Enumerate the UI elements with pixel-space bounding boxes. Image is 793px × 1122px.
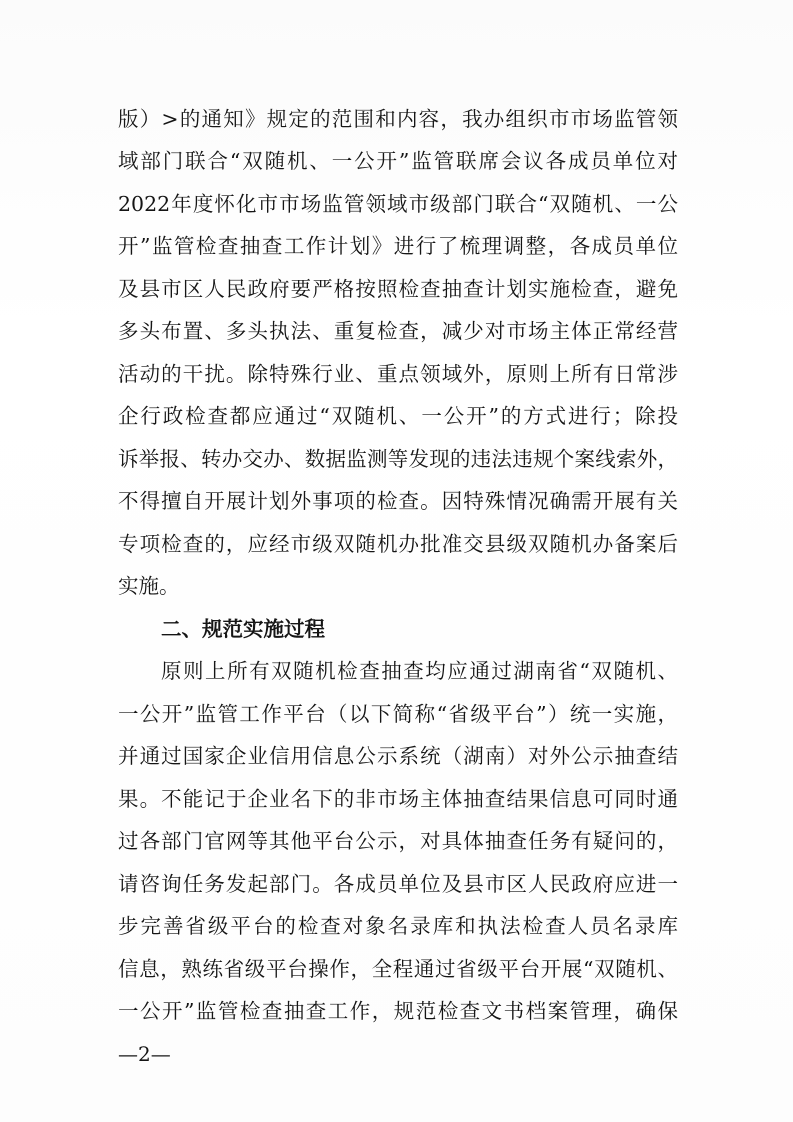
text-line: 版）>的通知》规定的范围和内容，我办组织市市场监管领 xyxy=(118,107,678,131)
text-line: 过各部门官网等其他平台公示，对具体抽查任务有疑问的， xyxy=(118,829,678,853)
text-line: 一公开”监管检查抽查工作，规范检查文书档案管理，确保 xyxy=(118,999,678,1023)
text-line: 域部门联合“双随机、一公开”监管联席会议各成员单位对 xyxy=(118,149,678,173)
text-line: 专项检查的，应经市级双随机办批准交县级双随机办备案后 xyxy=(118,532,678,556)
text-line: 果。不能记于企业名下的非市场主体抽查结果信息可同时通 xyxy=(118,787,678,811)
text-line: 活动的干扰。除特殊行业、重点领域外，原则上所有日常涉 xyxy=(118,362,678,386)
text-line: 诉举报、转办交办、数据监测等发现的违法违规个案线索外， xyxy=(118,447,678,471)
text-line: 企行政检查都应通过“双随机、一公开”的方式进行；除投 xyxy=(118,404,678,428)
text-line: 2022年度怀化市市场监管领域市级部门联合“双随机、一公 xyxy=(118,192,678,216)
text-line: 及县市区人民政府要严格按照检查抽查计划实施检查，避免 xyxy=(118,277,678,301)
text-line: 信息，熟练省级平台操作，全程通过省级平台开展“双随机、 xyxy=(118,957,678,981)
page-number: —2— xyxy=(118,1042,171,1066)
text-line: 开”监管检查抽查工作计划》进行了梳理调整，各成员单位 xyxy=(118,234,678,258)
text-line: 不得擅自开展计划外事项的检查。因特殊情况确需开展有关 xyxy=(118,489,678,513)
text-line: 步完善省级平台的检查对象名录库和执法检查人员名录库 xyxy=(118,914,678,938)
text-line: 请咨询任务发起部门。各成员单位及县市区人民政府应进一 xyxy=(118,872,678,896)
text-line: 原则上所有双随机检查抽查均应通过湖南省“双随机、 xyxy=(161,659,678,683)
text-line: 一公开”监管工作平台（以下简称“省级平台”）统一实施， xyxy=(118,702,678,726)
text-line: 并通过国家企业信用信息公示系统（湖南）对外公示抽查结 xyxy=(118,744,678,768)
section-heading: 二、规范实施过程 xyxy=(161,617,325,641)
text-line: 多头布置、多头执法、重复检查，减少对市场主体正常经营 xyxy=(118,319,678,343)
text-line: 实施。 xyxy=(118,574,180,598)
